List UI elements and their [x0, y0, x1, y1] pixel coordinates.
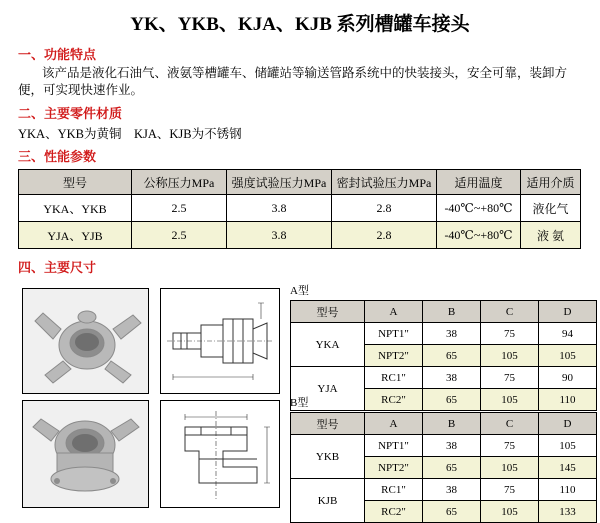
cell-b: 38: [423, 435, 481, 457]
th-a: A: [365, 413, 423, 435]
cell-medium: 液化气: [521, 195, 581, 222]
drawing-type-b: [160, 400, 280, 508]
table-row: [19, 195, 581, 222]
th-medium: 适用介质: [521, 170, 581, 195]
cell-a: NPT2": [365, 345, 423, 367]
cell-c: 105: [481, 457, 539, 479]
table-header-row: [19, 170, 581, 195]
dimension-table-type-b: [290, 412, 597, 523]
cell-strength-test-pressure: 3.8: [227, 195, 332, 222]
cell-nominal-pressure: 2.5: [132, 222, 227, 249]
cell-b: 38: [423, 367, 481, 389]
photo-type-a: [22, 288, 149, 394]
cell-c: 75: [481, 479, 539, 501]
materials-text: YKA、YKB为黄铜 KJA、KJB为不锈钢: [18, 127, 242, 141]
cell-c: 105: [481, 389, 539, 411]
section-heading-performance: 三、性能参数: [18, 149, 97, 164]
cell-b: 65: [423, 501, 481, 523]
cell-d: 90: [539, 367, 597, 389]
section-heading-dimensions: 四、主要尺寸: [18, 260, 97, 275]
th-model: 型号: [291, 301, 365, 323]
cell-d: 105: [539, 435, 597, 457]
cell-c: 105: [481, 345, 539, 367]
cell-a: RC1": [365, 479, 423, 501]
th-model: 型号: [291, 413, 365, 435]
cell-b: 65: [423, 457, 481, 479]
cell-model: YJA、YJB: [19, 222, 132, 249]
cell-d: 145: [539, 457, 597, 479]
cell-temperature: -40℃~+80℃: [437, 222, 521, 249]
cell-b: 65: [423, 345, 481, 367]
table-header-row: [291, 301, 597, 323]
cell-b: 38: [423, 323, 481, 345]
th-seal-test-pressure: 密封试验压力MPa: [332, 170, 437, 195]
features-text: 该产品是液化石油气、液氨等槽罐车、储罐站等输送管路系统中的快装接头，安全可靠，装卸方便，可实现快速作业。: [18, 66, 568, 97]
dimension-block-type-b: [290, 394, 597, 523]
cell-b: 65: [423, 389, 481, 411]
cell-seal-test-pressure: 2.8: [332, 195, 437, 222]
cell-a: NPT1": [365, 323, 423, 345]
cell-a: RC1": [365, 367, 423, 389]
th-nominal-pressure: 公称压力MPa: [132, 170, 227, 195]
th-c: C: [481, 413, 539, 435]
cell-nominal-pressure: 2.5: [132, 195, 227, 222]
th-a: A: [365, 301, 423, 323]
photo-type-b: [22, 400, 149, 508]
cell-model: KJB: [291, 479, 365, 523]
cell-a: NPT2": [365, 457, 423, 479]
cell-d: 94: [539, 323, 597, 345]
cell-model: YJA: [291, 367, 365, 411]
section-heading-features: 一、功能特点: [18, 47, 97, 62]
table-row: [19, 222, 581, 249]
th-model: 型号: [19, 170, 132, 195]
th-d: D: [539, 413, 597, 435]
cell-d: 110: [539, 479, 597, 501]
th-b: B: [423, 301, 481, 323]
table-row: [291, 367, 597, 389]
th-d: D: [539, 301, 597, 323]
cell-b: 38: [423, 479, 481, 501]
performance-table: [18, 169, 581, 249]
th-b: B: [423, 413, 481, 435]
cell-strength-test-pressure: 3.8: [227, 222, 332, 249]
cell-d: 105: [539, 345, 597, 367]
cell-c: 75: [481, 367, 539, 389]
th-temperature: 适用温度: [437, 170, 521, 195]
table-row: [291, 479, 597, 501]
drawing-type-a: [160, 288, 280, 394]
table-header-row: [291, 413, 597, 435]
cell-c: 75: [481, 323, 539, 345]
cell-model: YKA、YKB: [19, 195, 132, 222]
cell-a: NPT1": [365, 435, 423, 457]
cell-d: 133: [539, 501, 597, 523]
dimension-block-type-a: [290, 282, 597, 411]
cell-medium: 液 氨: [521, 222, 581, 249]
cell-model: YKB: [291, 435, 365, 479]
cell-c: 105: [481, 501, 539, 523]
page-title: YK、YKB、KJA、KJB 系列槽罐车接头: [130, 14, 470, 35]
cell-a: RC2": [365, 501, 423, 523]
th-strength-test-pressure: 强度试验压力MPa: [227, 170, 332, 195]
cell-temperature: -40℃~+80℃: [437, 195, 521, 222]
table-row: [291, 323, 597, 345]
cell-d: 110: [539, 389, 597, 411]
cell-a: RC2": [365, 389, 423, 411]
table-row: [291, 435, 597, 457]
type-b-label: B型: [290, 397, 309, 409]
cell-c: 75: [481, 435, 539, 457]
type-a-label: A型: [290, 285, 309, 297]
th-c: C: [481, 301, 539, 323]
cell-seal-test-pressure: 2.8: [332, 222, 437, 249]
cell-model: YKA: [291, 323, 365, 367]
section-heading-materials: 二、主要零件材质: [18, 106, 123, 121]
